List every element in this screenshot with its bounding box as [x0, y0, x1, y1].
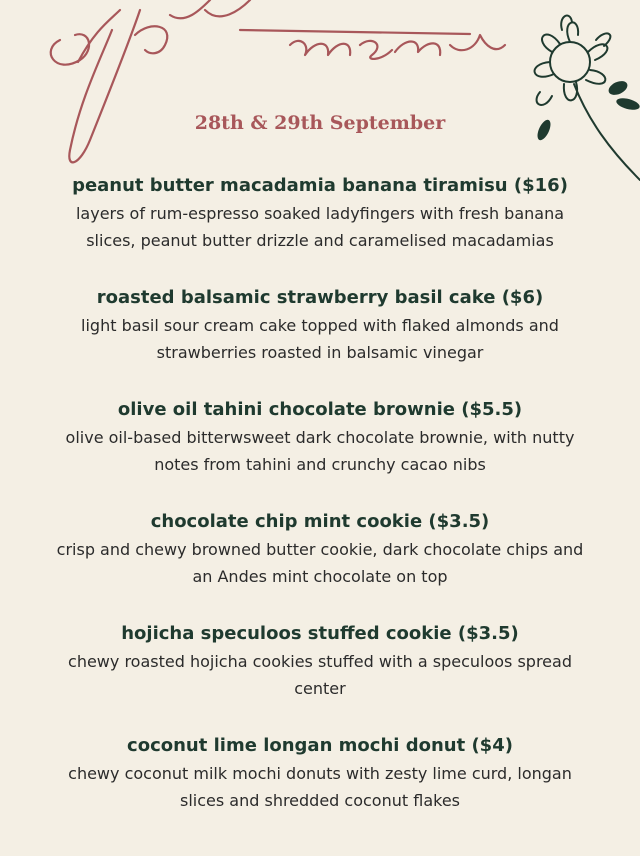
menu-item-description: layers of rum-espresso soaked ladyfingers with fresh banana slices, peanut butter drizzle and caramelised macadamias [75, 204, 565, 250]
flower-illustration [500, 0, 640, 200]
menu-item-title: chocolate chip mint cookie ($3.5) [150, 511, 490, 532]
menu-item [0, 284, 640, 396]
menu-item [0, 620, 640, 732]
script-title-decoration [0, 0, 520, 180]
menu-item-description: chewy roasted hojicha cookies stuffed with a speculoos spread center [68, 652, 572, 698]
menu-item-title: peanut butter macadamia banana tiramisu ($16) [72, 175, 568, 196]
menu-item-title: coconut lime longan mochi donut ($4) [127, 735, 513, 756]
menu-item-description: olive oil-based bitterwsweet dark chocolate brownie, with nutty notes from tahini and crunchy cacao nibs [65, 428, 575, 474]
menu-item [0, 172, 640, 284]
menu-item [0, 732, 640, 844]
menu-item-description: crisp and chewy browned butter cookie, dark chocolate chips and an Andes mint chocolate on top [56, 540, 584, 586]
menu-list [0, 172, 640, 844]
menu-item [0, 396, 640, 508]
menu-item-description: light basil sour cream cake topped with flaked almonds and strawberries roasted in balsamic vinegar [81, 316, 559, 362]
menu-item [0, 508, 640, 620]
menu-item-title: roasted balsamic strawberry basil cake ($6) [96, 287, 544, 308]
menu-item-description: chewy coconut milk mochi donuts with zesty lime curd, longan slices and shredded coconut flakes [68, 764, 572, 810]
menu-date: 28th & 29th September [194, 112, 446, 134]
menu-item-title: olive oil tahini chocolate brownie ($5.5) [117, 399, 523, 420]
menu-item-title: hojicha speculoos stuffed cookie ($3.5) [121, 623, 519, 644]
